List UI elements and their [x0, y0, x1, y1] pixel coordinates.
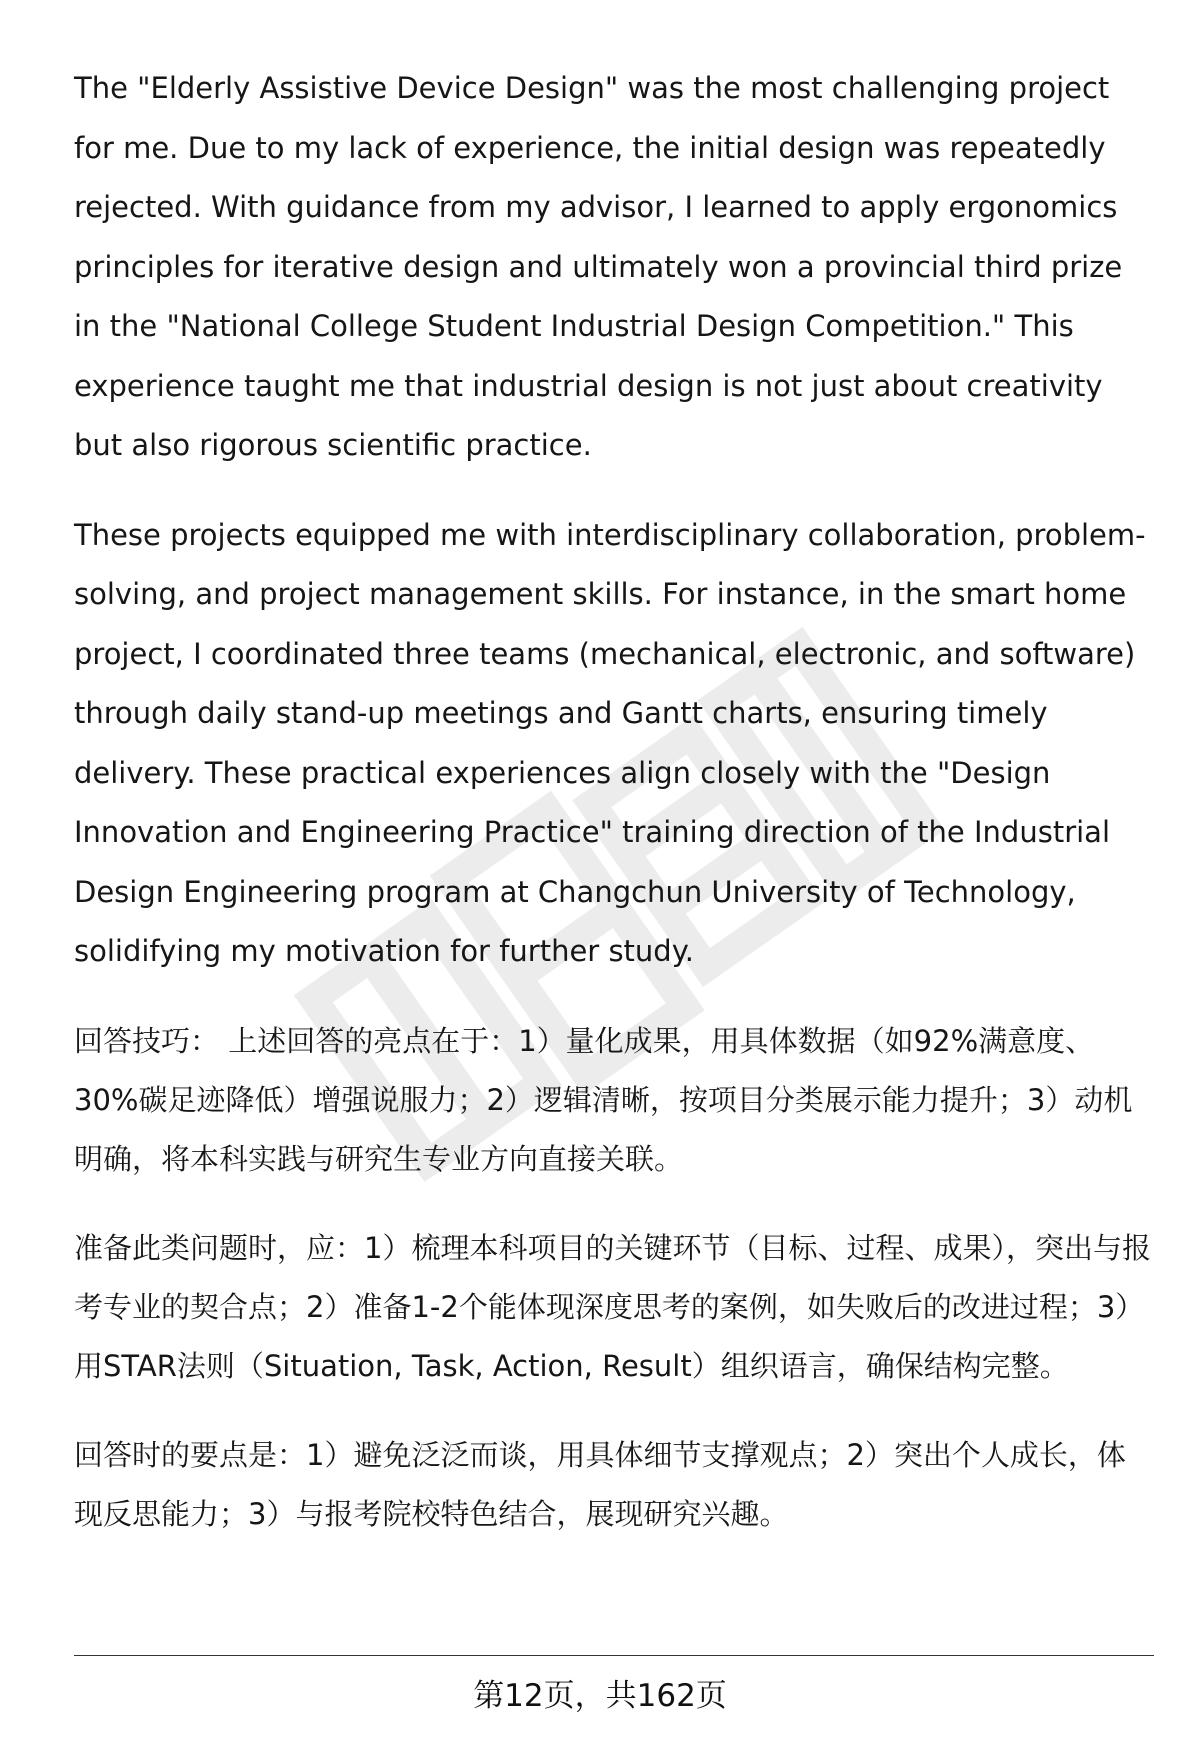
paragraph-answer-key-points: 回答时的要点是：1）避免泛泛而谈，用具体细节支撑观点；2）突出个人成长，体现反思能力；3）与报考院校特色结合，展现研究兴趣。: [74, 1437, 1126, 1531]
paragraph-preparation-advice: 准备此类问题时，应：1）梳理本科项目的关键环节（目标、过程、成果），突出与报考专业的契合点；2）准备1-2个能体现深度思考的案例，如失败后的改进过程；3）用STAR法则（Situation, Task, Action, Result）组织语言，确保结构完整。: [74, 1230, 1151, 1383]
footer-divider: [74, 1655, 1154, 1656]
page-number: 第12页，共162页: [473, 1678, 727, 1714]
content-body: [74, 59, 1154, 1574]
paragraph-project-challenge: The "Elderly Assistive Device Design" was the most challenging project for me. Due to my lack of experience, the initial design was repeatedly rejected. With guidance from my advisor, I learned to apply ergonomics principles for iterative design and ultimately won a provincial third prize in the "National College Student Industrial Design Competition." This experience taught me that industrial design is not just about creativity but also rigorous scientific practice.: [74, 71, 1123, 462]
paragraph-skills-gained: These projects equipped me with interdisciplinary collaboration, problem-solving, and project management skills. For instance, in the smart home project, I coordinated three teams (mechanical, electronic, and software) through daily stand-up meetings and Gantt charts, ensuring timely delivery. These practical experiences align closely with the "Design Innovation and Engineering Practice" training direction of the Industrial Design Engineering program at Changchun University of Technology, solidifying my motivation for further study.: [74, 517, 1146, 968]
paragraph-answer-tips: 回答技巧： 上述回答的亮点在于：1）量化成果，用具体数据（如92%满意度、30%碳足迹降低）增强说服力；2）逻辑清晰，按项目分类展示能力提升；3）动机明确，将本科实践与研究生专业方向直接关联。: [74, 1023, 1133, 1176]
